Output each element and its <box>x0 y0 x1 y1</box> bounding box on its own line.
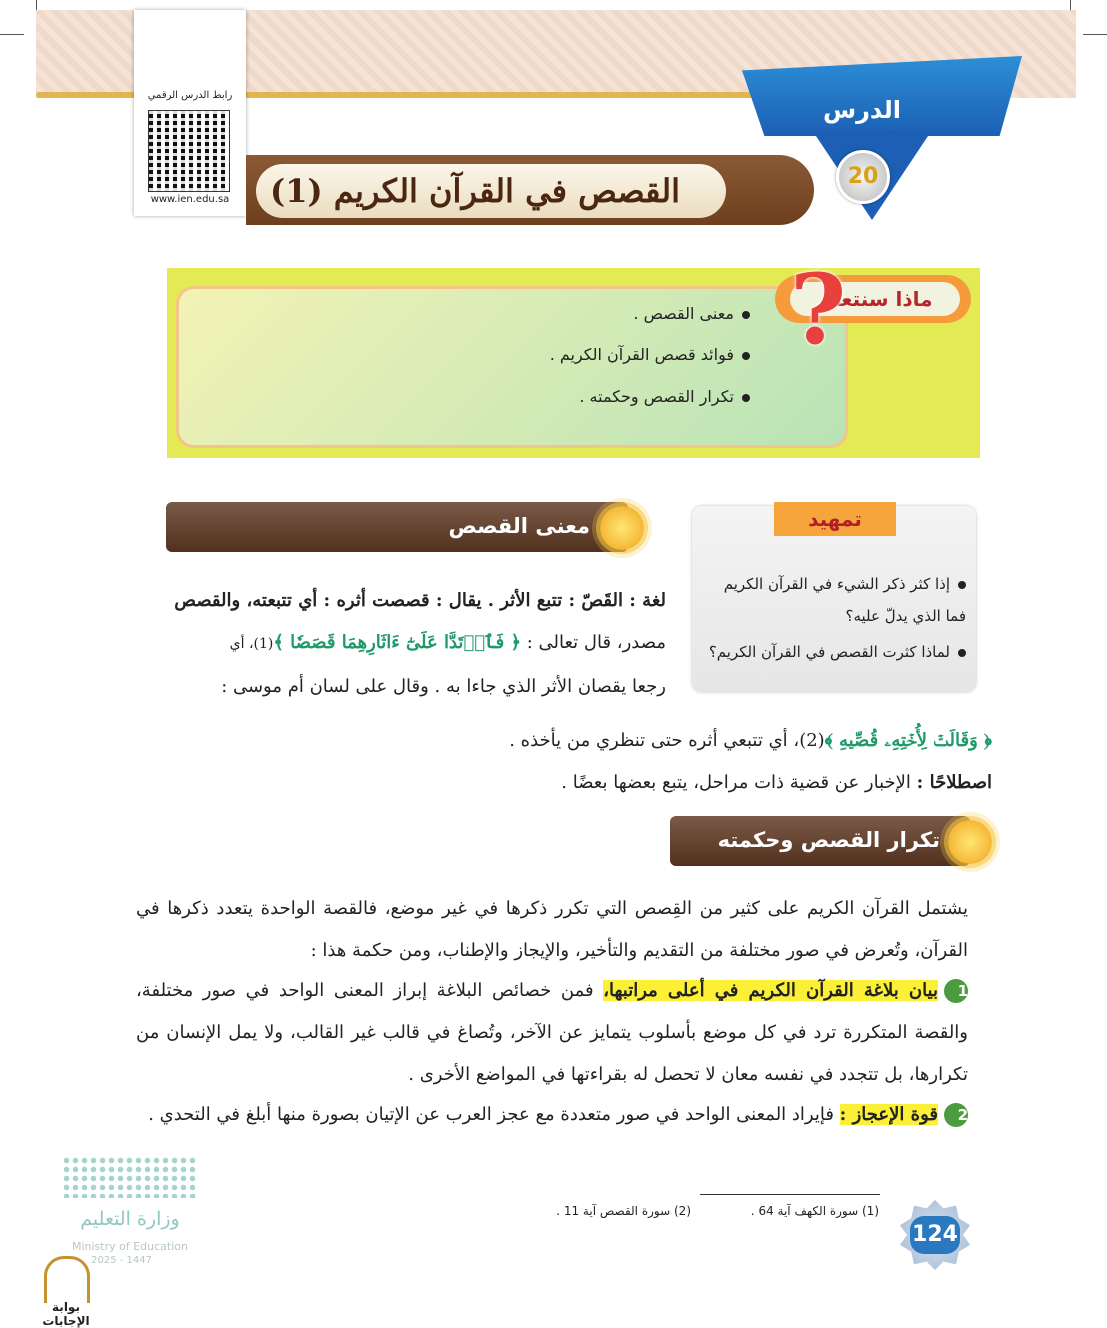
quran-verse: ﴿ فَٱرۡتَدَّا عَلَىٰٓ ءَاثَارِهِمَا قَصَصٗا ﴾ <box>273 632 522 653</box>
number-badge: 2 <box>944 1103 968 1127</box>
sun-icon <box>948 820 992 864</box>
page-number: 124 <box>910 1216 960 1254</box>
highlight: قوة الإعجاز : <box>839 1104 938 1125</box>
intro-label: تمهيد <box>774 502 896 536</box>
sun-icon <box>600 506 644 550</box>
footnote: (1) سورة الكهف آية 64 . <box>750 1204 879 1218</box>
definition-line: اصطلاحًا : الإخبار عن قضية ذات مراحل، يتبع بعضها بعضًا . <box>561 772 992 793</box>
section-heading: معنى القصص <box>448 514 590 538</box>
ministry-logo-icon <box>62 1156 196 1198</box>
numbered-point: 1بيان بلاغة القرآن الكريم في أعلى مراتبها، فمن خصائص البلاغة إبراز المعنى الواحد في صور مختلفة، والقصة المتكررة ترد في كل موضع بأسلوب يتمايز عن الآخر، وتُصاغ في قالب غير القالب، ولا يمل الإنسان من تكرارها، بل تتجدد في نفسه معان لا تحصل له بقراءتها في المواضع الأخرى . <box>136 980 968 1085</box>
learn-item: معنى القصص . <box>420 304 750 323</box>
lesson-label: الدرس <box>822 96 902 124</box>
question-mark-icon: ? <box>790 253 847 366</box>
footnote-rule <box>700 1194 880 1195</box>
bullet-icon <box>958 649 966 657</box>
section-heading: تكرار القصص وحكمته <box>717 828 940 852</box>
ministry-year: 2025 - 1447 <box>91 1255 152 1266</box>
number-badge: 1 <box>944 979 968 1003</box>
bullet-icon <box>742 394 750 402</box>
numbered-point: 2قوة الإعجاز : فإيراد المعنى الواحد في صور متعددة مع عجز العرب عن الإتيان بصورة منها أبلغ في التحدي . <box>148 1104 968 1125</box>
lesson-number-badge: 20 <box>836 150 890 204</box>
bullet-icon <box>958 581 966 589</box>
crop-mark <box>1083 34 1107 35</box>
section-paragraph: يشتمل القرآن الكريم على كثير من القِصص التي تكرر ذكرها في غير موضع، فالقصة الواحدة يتعدد ذكرها في القرآن، وتُعرض في صور مختلفة من التقديم والتأخير، والإيجاز والإطناب، ومن حكمة هذا : <box>136 898 968 961</box>
learn-label: ماذا سنتعلم <box>790 282 960 316</box>
watermark-label: بوابة الإجابات <box>42 1300 90 1328</box>
text-line: لغة : القَصّ : تتبع الأثر . يقال : قصصت أثره : أي تتبعته، والقصص <box>174 590 666 611</box>
text-line: ﴿ وَقَالَتۡ لِأُخۡتِهِۦ قُصِّيهِ ﴾(2)، أي تتبعي أثره حتى تنظري من يأخذه . <box>509 730 992 751</box>
intro-question-cont: فما الذي يدلّ عليه؟ <box>845 607 966 625</box>
qr-card[interactable] <box>134 10 246 216</box>
intro-question: إذا كثر ذكر الشيء في القرآن الكريم <box>704 568 966 600</box>
ministry-name: وزارة التعليم <box>80 1208 180 1230</box>
intro-question: لماذا كثرت القصص في القرآن الكريم؟ <box>704 636 966 668</box>
bullet-icon <box>742 352 750 360</box>
qr-url[interactable]: www.ien.edu.sa <box>150 194 230 205</box>
footnote: (2) سورة القصص آية 11 . <box>556 1204 691 1218</box>
page-title: القصص في القرآن الكريم (1) <box>270 172 680 210</box>
learn-item: تكرار القصص وحكمته . <box>420 387 750 406</box>
text-line: رجعا يقصان الأثر الذي جاءا به . وقال على لسان أم موسى : <box>221 676 666 697</box>
ministry-name-en: Ministry of Education <box>71 1240 188 1253</box>
qr-code-icon[interactable] <box>148 110 230 192</box>
text-line: مصدر، قال تعالى : ﴿ فَٱرۡتَدَّا عَلَىٰٓ ءَاثَارِهِمَا قَصَصٗا ﴾(1)، أي <box>229 632 666 653</box>
bullet-icon <box>742 311 750 319</box>
gate-logo-icon <box>44 1256 90 1303</box>
learn-item: فوائد قصص القرآن الكريم . <box>420 345 750 364</box>
quran-verse: ﴿ وَقَالَتۡ لِأُخۡتِهِۦ قُصِّيهِ ﴾ <box>824 730 992 751</box>
highlight: بيان بلاغة القرآن الكريم في أعلى مراتبها، <box>603 980 938 1001</box>
crop-mark <box>0 34 24 35</box>
qr-caption: رابط الدرس الرقمي <box>147 90 233 101</box>
